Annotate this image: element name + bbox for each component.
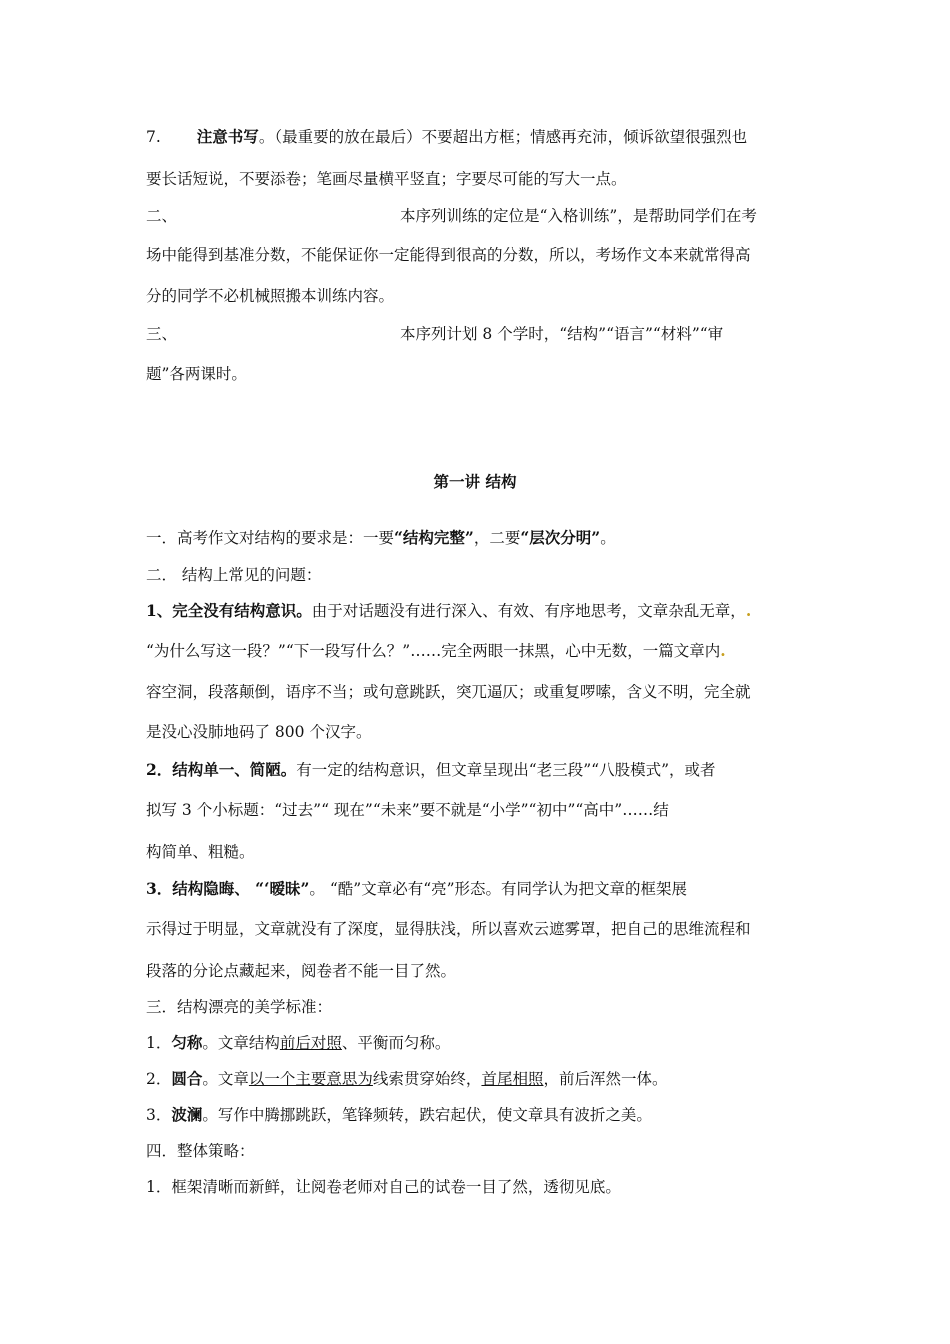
text: 。 [600, 529, 616, 547]
bold-heading: 3．结构隐晦、 “‘暧昧” [146, 879, 310, 898]
problem-1-line-4: 是没心没肺地码了 800 个汉字。 [146, 723, 372, 741]
mark-dot: . [720, 641, 726, 660]
text: 、平衡而匀称。 [341, 1034, 451, 1052]
section-3-line: 三．结构漂亮的美学标准： [146, 998, 333, 1016]
para-text: 由于对话题没有进行深入、有效、有序地思考，文章杂乱无章， [311, 602, 746, 620]
criteria-3-line [146, 1105, 652, 1125]
problem-3-line-1 [146, 879, 687, 899]
criteria-2-line [146, 1069, 667, 1089]
underlined-term: 首尾相照 [481, 1070, 544, 1088]
section-label: 三、 [146, 325, 178, 343]
bold-heading: 注意书写 [196, 127, 259, 146]
para-2-line-2: 场中能得到基准分数，不能保证你一定能得到很高的分数，所以，考场作文本来就常得高 [146, 246, 751, 264]
text: 线索贯穿始终， [372, 1070, 482, 1088]
problem-1-line-3: 容空洞，段落颠倒，语序不当；或句意跳跃，突兀逼仄；或重复啰嗦，含义不明，完全就 [146, 683, 751, 701]
text: ，二要 [473, 529, 521, 547]
item-number: 1． [146, 1034, 172, 1052]
bold-term: 波澜 [171, 1105, 203, 1124]
mark-dot: . [745, 601, 752, 620]
text: 。写作中腾挪跳跃，笔锋频转，跌宕起伏，使文章具有波折之美。 [202, 1106, 652, 1124]
section-2-line: 二． 结构上常见的问题： [146, 566, 322, 584]
para-3-line-1 [146, 324, 724, 344]
bold-heading: 1、完全没有结构意识。 [146, 601, 312, 620]
underlined-term: 前后对照 [279, 1034, 342, 1052]
bold-term: “结构完整” [394, 528, 474, 547]
problem-1-line-1 [146, 601, 751, 621]
problem-3-line-2: 示得过于明显，文章就没有了深度，显得肤浅，所以喜欢云遮雾罩，把自己的思维流程和 [146, 920, 751, 938]
para-text: 。（最重要的放在最后）不要超出方框；情感再充沛，倾诉欲望很强烈也 [258, 128, 748, 146]
underlined-term: 以一个主要意思为 [248, 1070, 373, 1088]
para-text: 。 “酷”文章必有“亮”形态。有同学认为把文章的框架展 [309, 880, 688, 898]
text: ，前后浑然一体。 [543, 1070, 668, 1088]
strategy-1-line: 1．框架清晰而新鲜，让阅卷老师对自己的试卷一目了然，透彻见底。 [146, 1178, 621, 1196]
item-number: 3． [146, 1106, 172, 1124]
bold-term: “层次分明” [520, 528, 601, 547]
section-label: 二、 [146, 207, 178, 225]
bold-heading: 2．结构单一、简陋。 [146, 760, 297, 779]
bold-term: 圆合 [171, 1069, 203, 1088]
para-text: 本序列计划 8 个学时，“结构”“语言”“材料”“审 [400, 325, 724, 343]
problem-2-line-1 [146, 760, 716, 780]
problem-3-line-3: 段落的分论点藏起来，阅卷者不能一目了然。 [146, 962, 457, 980]
para-7-line-1 [146, 127, 747, 147]
lecture-title: 第一讲 结构 [433, 472, 517, 491]
item-number: 7. [146, 128, 161, 146]
text: 。文章 [202, 1070, 249, 1088]
text: 一．高考作文对结构的要求是：一要 [146, 529, 395, 547]
section-4-line: 四．整体策略： [146, 1142, 255, 1160]
para-text: 本序列训练的定位是“入格训练”，是帮助同学们在考 [400, 207, 757, 225]
para-text: “为什么写这一段？”“下一段写什么？”……完全两眼一抹黑，心中无数，一篇文章内 [146, 642, 721, 660]
criteria-1-line [146, 1033, 450, 1053]
para-7-line-2: 要长话短说，不要添卷；笔画尽量横平竖直；字要尽可能的写大一点。 [146, 170, 627, 188]
text: 。文章结构 [202, 1034, 280, 1052]
problem-2-line-2: 拟写 3 个小标题：“过去”“ 现在”“未来”要不就是“小学”“初中”“高中”……结 [146, 801, 669, 819]
problem-2-line-3: 构简单、粗糙。 [146, 843, 255, 861]
item-number: 2． [146, 1070, 172, 1088]
problem-1-line-2 [146, 641, 726, 661]
para-2-line-1 [146, 206, 757, 226]
para-text: 有一定的结构意识，但文章呈现出“老三段”“八股模式”，或者 [296, 761, 716, 779]
section-1-line [146, 528, 616, 548]
para-3-line-2: 题”各两课时。 [146, 365, 247, 383]
bold-term: 匀称 [171, 1033, 203, 1052]
para-2-line-3: 分的同学不必机械照搬本训练内容。 [146, 287, 395, 305]
